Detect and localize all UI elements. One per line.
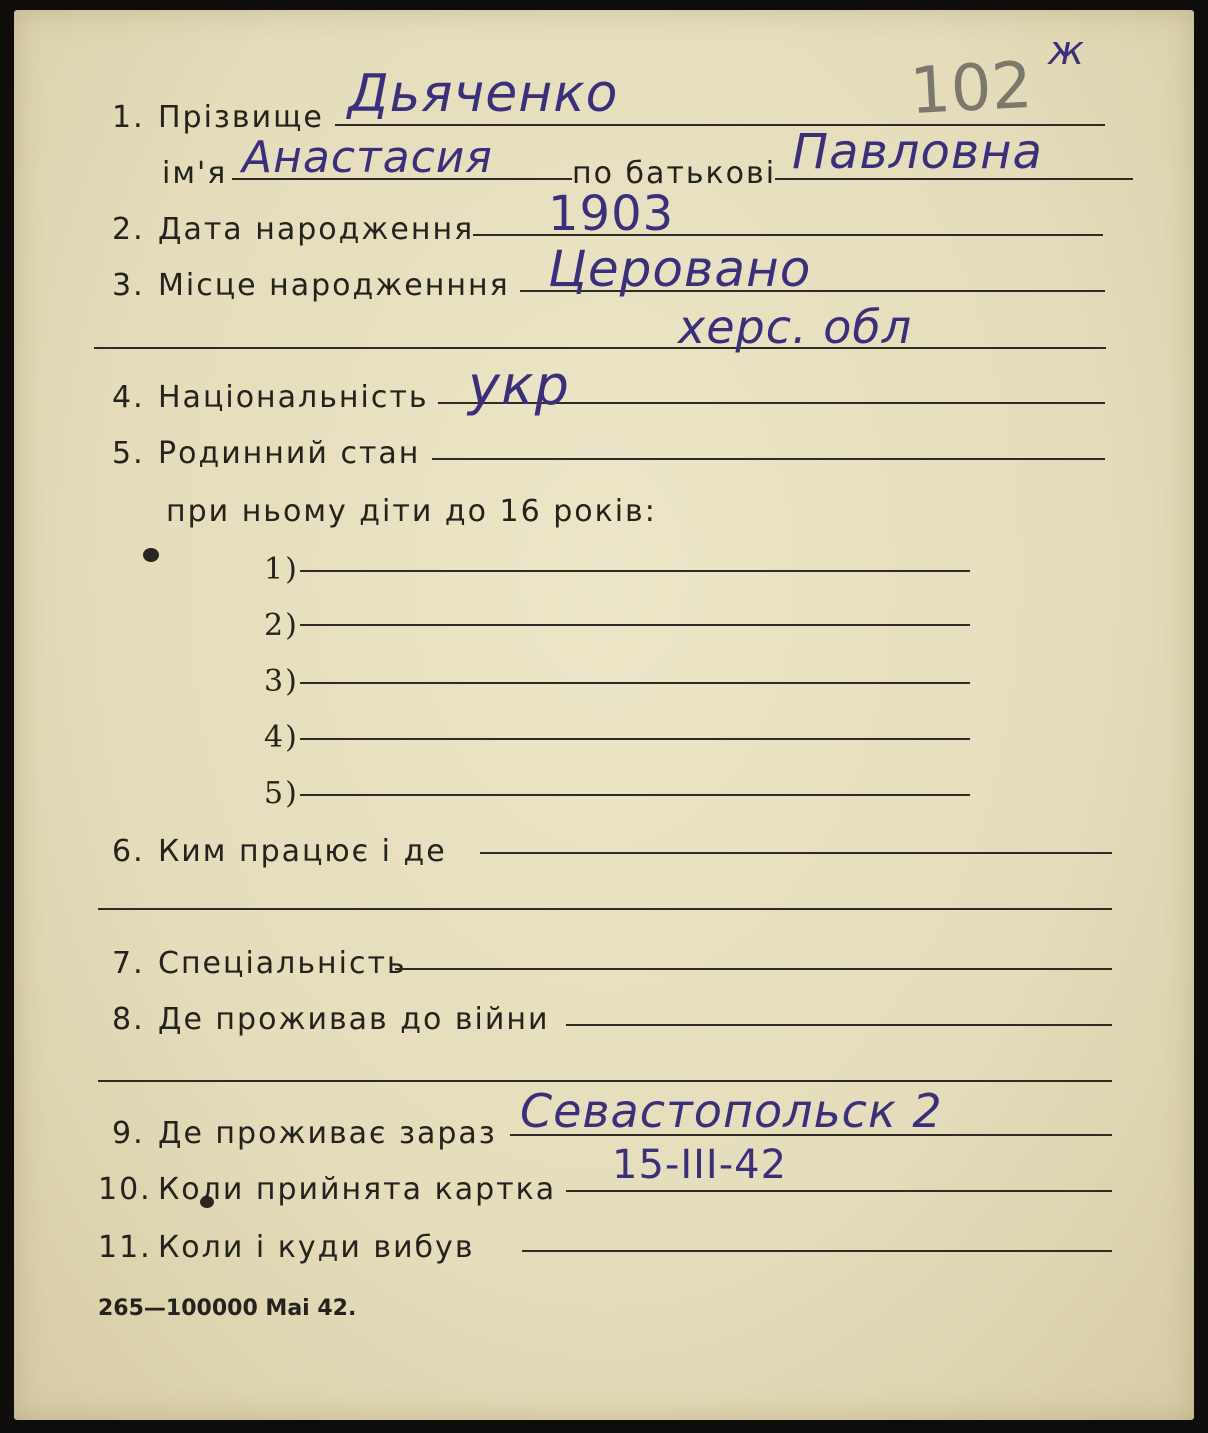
field-4-number: 4. <box>112 380 145 415</box>
field-8-line-extra <box>98 1080 1112 1082</box>
child-3-line <box>300 682 970 684</box>
children-heading: при ньому діти до 16 років: <box>166 494 657 529</box>
field-firstname-label: ім'я <box>162 156 228 191</box>
field-9-number: 9. <box>112 1116 145 1151</box>
field-6-number: 6. <box>112 834 145 869</box>
field-10-line <box>566 1190 1112 1192</box>
child-5-line <box>300 794 970 796</box>
field-11-number: 11. <box>98 1230 152 1265</box>
field-6-label: Ким працює і де <box>158 834 447 869</box>
child-5-number: 5) <box>264 776 299 811</box>
field-9-value: Севастопольск 2 <box>520 1084 943 1138</box>
field-10-number: 10. <box>98 1172 152 1207</box>
field-1-number: 1. <box>112 100 145 135</box>
field-7-label: Спеціальність <box>158 946 407 981</box>
child-1-line <box>300 570 970 572</box>
pencil-number: 102 <box>908 48 1035 130</box>
field-8-number: 8. <box>112 1002 145 1037</box>
field-patronymic-value: Павловна <box>792 124 1043 180</box>
child-4-line <box>300 738 970 740</box>
field-9-label: Де проживає зараз <box>158 1116 497 1151</box>
field-7-line <box>395 968 1112 970</box>
field-3-line-extra <box>94 347 1106 349</box>
field-2-label: Дата народження <box>158 212 475 247</box>
field-6-line-extra <box>98 908 1112 910</box>
field-patronymic-label: по батькові <box>572 156 777 191</box>
child-4-number: 4) <box>264 720 299 755</box>
field-4-value: укр <box>468 354 570 417</box>
child-2-number: 2) <box>264 608 299 643</box>
punch-hole <box>143 548 159 562</box>
child-2-line <box>300 624 970 626</box>
field-1-label: Прізвище <box>158 100 324 135</box>
field-7-number: 7. <box>112 946 145 981</box>
field-8-line <box>566 1024 1112 1026</box>
field-3-value: Церовано <box>548 240 812 298</box>
field-6-line <box>480 852 1112 854</box>
field-2-number: 2. <box>112 212 145 247</box>
field-5-line <box>432 458 1105 460</box>
field-5-label: Родинний стан <box>158 436 421 471</box>
field-3-label: Місце народженння <box>158 268 510 303</box>
field-8-label: Де проживав до війни <box>158 1002 550 1037</box>
field-3-value-extra: херс. обл <box>678 300 913 354</box>
field-3-number: 3. <box>112 268 145 303</box>
field-11-label: Коли і куди вибув <box>158 1230 475 1265</box>
field-10-label: Коли прийнята картка <box>158 1172 557 1207</box>
field-4-label: Національність <box>158 380 429 415</box>
field-11-line <box>522 1250 1112 1252</box>
field-firstname-value: Анастасия <box>242 132 493 183</box>
child-3-number: 3) <box>264 664 299 699</box>
field-10-value: 15-III-42 <box>612 1142 788 1188</box>
corner-mark: ж <box>1048 28 1086 74</box>
field-5-number: 5. <box>112 436 145 471</box>
field-1-value: Дьяченко <box>348 64 619 124</box>
child-1-number: 1) <box>264 552 299 587</box>
print-code: 265—100000 Mai 42. <box>98 1296 357 1321</box>
field-2-value: 1903 <box>548 186 675 242</box>
